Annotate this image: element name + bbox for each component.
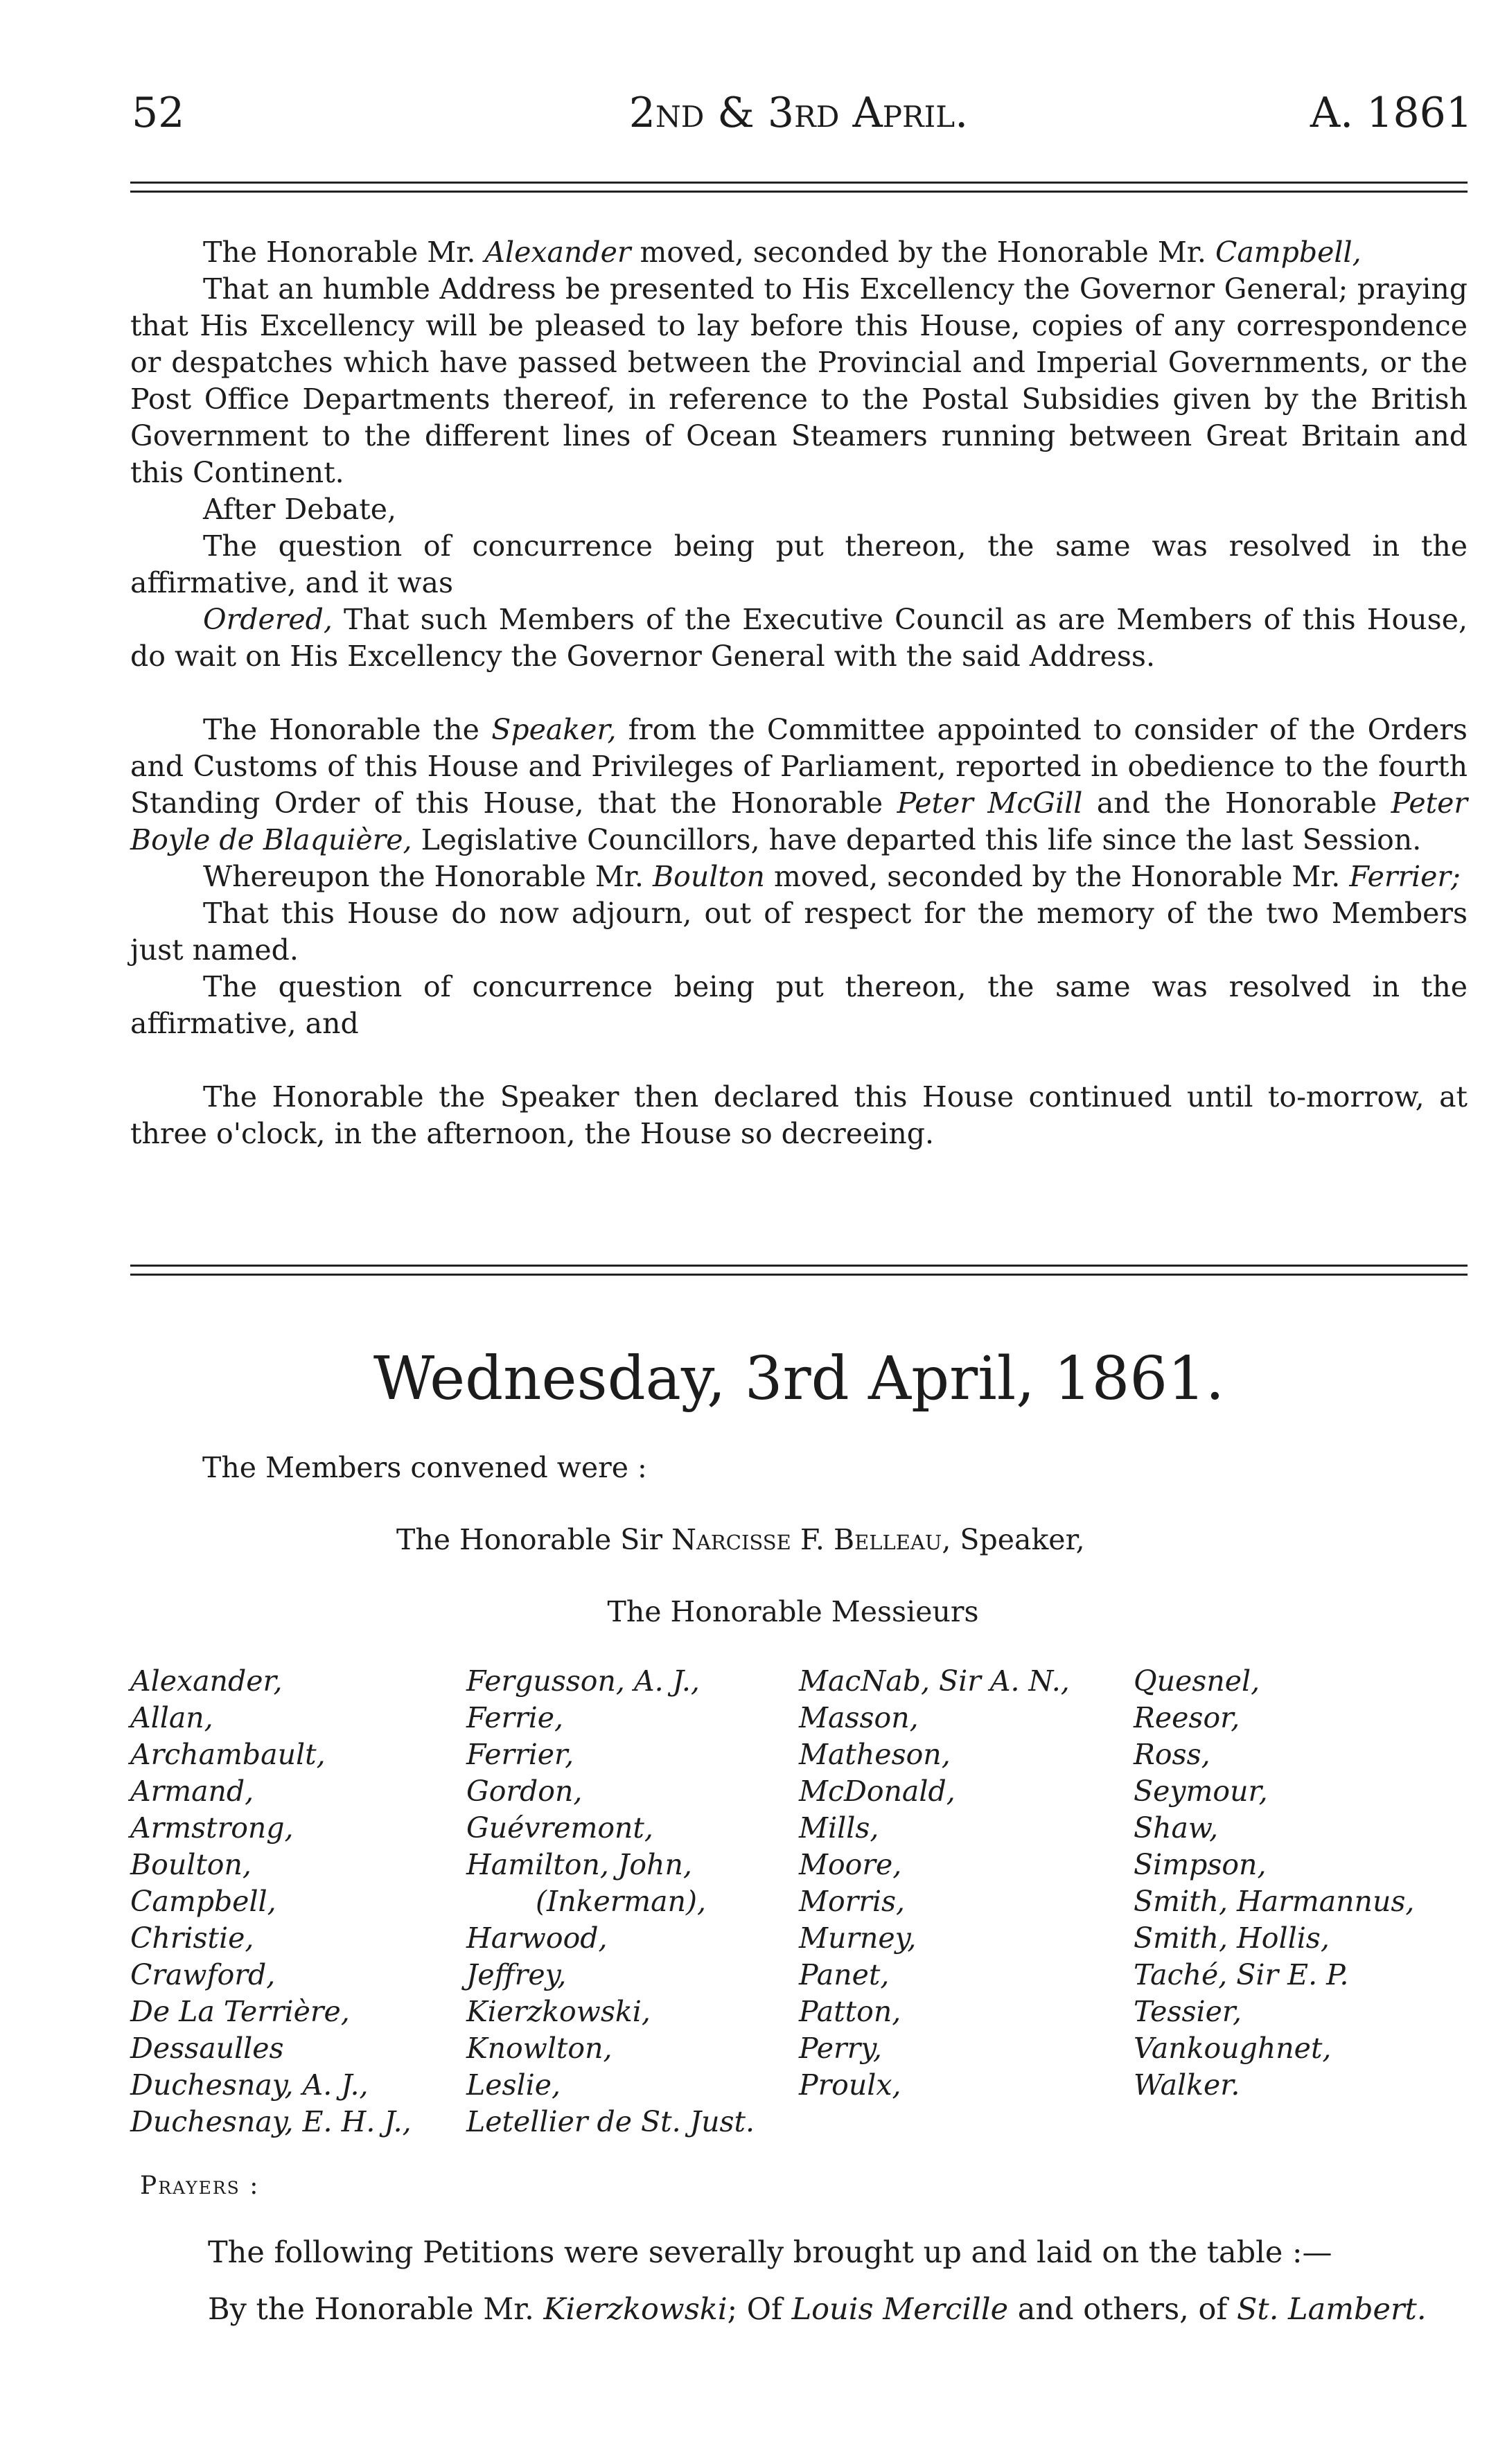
member-name: Knowlton, <box>466 2032 613 2065</box>
prayers-heading: Prayers : <box>140 2172 260 2200</box>
day-title: Wednesday, 3rd April, 1861. <box>373 1344 1225 1414</box>
member-name: Guévremont, <box>466 1811 653 1845</box>
member-name: Quesnel, <box>1134 1664 1260 1698</box>
proceedings-text <box>130 234 1468 1152</box>
roster-column-4 <box>1134 1663 1414 2104</box>
member-name: Dessaulles <box>130 2032 284 2065</box>
petitions-section <box>130 2224 1468 2338</box>
member-name: Smith, Hollis, <box>1134 1921 1330 1955</box>
page-number: 52 <box>132 89 185 137</box>
member-name: Shaw, <box>1134 1811 1219 1845</box>
member-name: Ferrie, <box>466 1701 564 1734</box>
member-name: Morris, <box>799 1885 906 1918</box>
paragraph-question: The question of concurrence being put thereon, the same was resolved in the affirmative, and it was <box>130 529 1468 599</box>
messieurs-heading: The Honorable Messieurs <box>607 1595 979 1628</box>
paragraph-ordered: Ordered, That such Members of the Executive Council as are Members of this House, do wait on His Excellency the Governor General with the said Address. <box>130 603 1468 673</box>
member-name: Hamilton, John, <box>466 1848 692 1881</box>
member-name: Gordon, <box>466 1775 583 1808</box>
paragraph-debate: After Debate, <box>203 493 397 526</box>
member-name: Armand, <box>130 1775 254 1808</box>
member-name: Kierzkowski, <box>466 1995 651 2028</box>
member-name: Simpson, <box>1134 1848 1267 1881</box>
member-name: Reesor, <box>1134 1701 1240 1734</box>
roster-column-1 <box>130 1663 412 2140</box>
member-name: Letellier de St. Just. <box>466 2105 755 2138</box>
member-name: Mills, <box>799 1811 879 1845</box>
member-name: Seymour, <box>1134 1775 1268 1808</box>
member-name: Tessier, <box>1134 1995 1242 2028</box>
members-roster <box>130 1663 1468 2148</box>
petitions-intro: The following Petitions were severally brought up and laid on the table :— <box>208 2235 1332 2270</box>
member-name: Leslie, <box>466 2068 561 2102</box>
header-date: 2nd & 3rd April. <box>628 89 969 137</box>
paragraph-speaker-report: The Honorable the Speaker, from the Committee appointed to consider of the Orders and Customs of this House and Privileges of Parliament, reported in obedience to the fourth Standing Order of this House, that the Honorable Peter McGill and the Honorable Peter Boyle de Blaquière, Legislative Councillors, have departed this life since the last Session. <box>130 713 1468 856</box>
paragraph-concurrence: The question of concurrence being put thereon, the same was resolved in the affirmative, and <box>130 970 1468 1040</box>
roster-column-3 <box>799 1663 1070 2104</box>
member-name: Vankoughnet, <box>1134 2032 1332 2065</box>
paragraph-whereupon: Whereupon the Honorable Mr. Boulton moved, seconded by the Honorable Mr. Ferrier; <box>203 860 1461 893</box>
member-name: Perry, <box>799 2032 882 2065</box>
member-name: (Inkerman), <box>536 1885 707 1918</box>
member-name: Boulton, <box>130 1848 252 1881</box>
member-name: De La Terrière, <box>130 1995 350 2028</box>
member-name: Armstrong, <box>130 1811 294 1845</box>
member-name: Allan, <box>130 1701 213 1734</box>
member-name: Murney, <box>799 1921 917 1955</box>
member-name: Archambault, <box>130 1738 326 1771</box>
member-name: Alexander, <box>130 1664 283 1698</box>
member-name: Harwood, <box>466 1921 608 1955</box>
members-intro: The Members convened were : <box>202 1451 647 1484</box>
roster-column-2 <box>466 1663 755 2140</box>
paragraph-adjourn: That this House do now adjourn, out of respect for the memory of the two Members just named. <box>130 897 1468 967</box>
member-name: Campbell, <box>130 1885 276 1918</box>
member-name: Fergusson, A. J., <box>466 1664 700 1698</box>
paragraph-motion: The Honorable Mr. Alexander moved, seconded by the Honorable Mr. Campbell, <box>203 236 1362 269</box>
member-name: Smith, Harmannus, <box>1134 1885 1415 1918</box>
running-header <box>125 82 1472 144</box>
member-name: McDonald, <box>799 1775 955 1808</box>
member-name: Patton, <box>799 1995 901 2028</box>
petition-item: By the Honorable Mr. Kierzkowski; Of Louis Mercille and others, of St. Lambert. <box>208 2292 1427 2327</box>
section-rule <box>130 1265 1468 1276</box>
member-name: Duchesnay, A. J., <box>130 2068 369 2102</box>
member-name: Walker. <box>1134 2068 1240 2102</box>
member-name: Duchesnay, E. H. J., <box>130 2105 412 2138</box>
member-name: Proulx, <box>799 2068 901 2102</box>
paragraph-continued: The Honorable the Speaker then declared this House continued until to-morrow, at three o'clock, in the afternoon, the House so decreeing. <box>130 1080 1468 1150</box>
member-name: Masson, <box>799 1701 919 1734</box>
member-name: Ross, <box>1134 1738 1210 1771</box>
member-name: Matheson, <box>799 1738 951 1771</box>
header-year: A. 1861 <box>1310 89 1472 137</box>
paragraph-address: That an humble Address be presented to His Excellency the Governor General; praying that His Excellency will be pleased to lay before this House, copies of any correspondence or despatches which have passed between the Provincial and Imperial Governments, or the Post Office Departments thereof, in reference to the Postal Subsidies given by the British Government to the different lines of Ocean Steamers running between Great Britain and this Continent. <box>130 272 1468 489</box>
header-rule <box>130 182 1468 193</box>
member-name: Moore, <box>799 1848 902 1881</box>
member-name: Jeffrey, <box>466 1958 567 1991</box>
member-name: Christie, <box>130 1921 254 1955</box>
member-name: MacNab, Sir A. N., <box>799 1664 1070 1698</box>
member-name: Taché, Sir E. P. <box>1134 1958 1349 1991</box>
speaker-line: The Honorable Sir Narcisse F. Belleau, Speaker, <box>396 1523 1085 1556</box>
member-name: Panet, <box>799 1958 890 1991</box>
member-name: Ferrier, <box>466 1738 574 1771</box>
member-name: Crawford, <box>130 1958 276 1991</box>
